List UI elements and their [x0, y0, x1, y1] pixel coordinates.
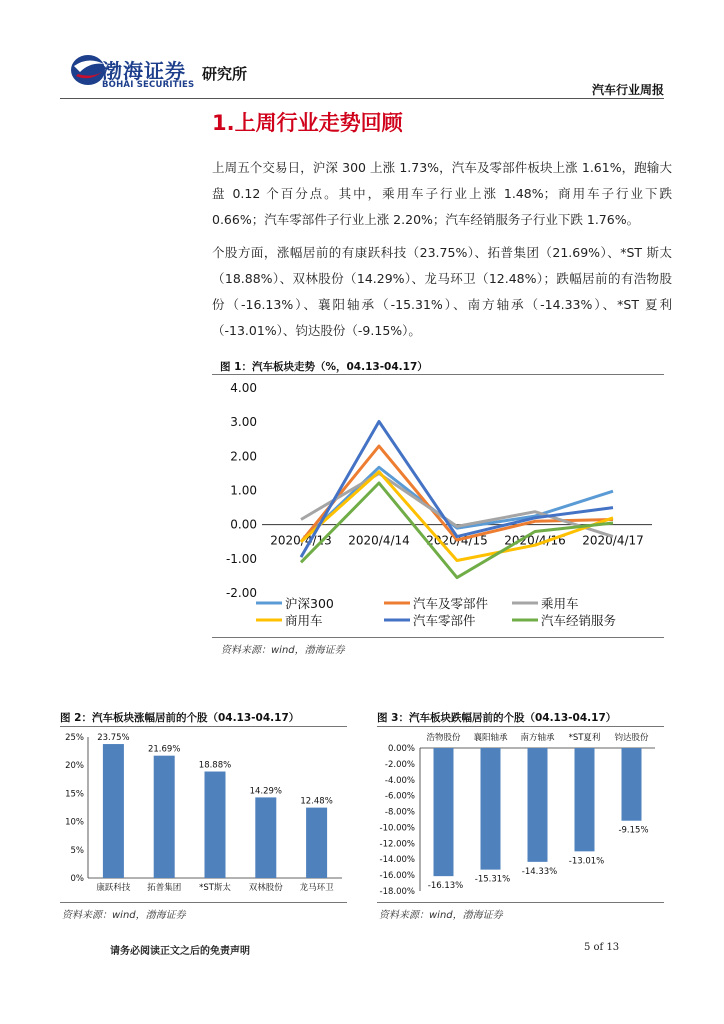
- paragraph-market-review: 上周五个交易日，沪深 300 上涨 1.73%，汽车及零部件板块上涨 1.61%，跑输大盘 0.12 个百分点。其中，乘用车子行业上涨 1.48%；商用车子行业下跌 0.66%；汽车零部件子行业上涨 2.20%；汽车经销服务子行业下跌 1.76%。: [212, 160, 672, 227]
- fig3-title: 图 3：汽车板块跌幅居前的个股（04.13-04.17）: [377, 712, 617, 724]
- page-number: 5 of 13: [584, 942, 620, 953]
- data-label: 12.48%: [300, 796, 333, 807]
- fig2-bottom-rule: [60, 902, 347, 903]
- data-label: -16.13%: [427, 881, 464, 892]
- y-tick-label: -2.00%: [384, 759, 415, 770]
- fig1-title: 图 1：汽车板块走势（%，04.13-04.17）: [220, 361, 428, 373]
- x-tick-label: 2020/4/17: [582, 533, 644, 548]
- fig2-title: 图 2：汽车板块涨幅居前的个股（04.13-04.17）: [60, 712, 300, 724]
- data-label: -9.15%: [618, 825, 649, 836]
- legend-label: 汽车零部件: [413, 613, 476, 628]
- header-divider: [60, 98, 664, 99]
- y-tick-label: -8.00%: [384, 807, 415, 818]
- bar-双林股份: [255, 797, 276, 878]
- x-tick-label: 南方轴承: [520, 733, 555, 743]
- fig1-bottom-rule: [212, 637, 664, 638]
- bar-襄阳轴承: [481, 748, 501, 870]
- y-tick-label: 10%: [65, 817, 84, 828]
- fig3-bottom-rule: [377, 902, 664, 903]
- x-tick-label: 襄阳轴承: [473, 733, 508, 743]
- x-tick-label: 龙马环卫: [299, 883, 334, 893]
- x-tick-label: 2020/4/15: [426, 533, 488, 548]
- y-tick-label: 4.00: [230, 381, 257, 395]
- fig1-line-chart: [212, 375, 664, 637]
- legend-label: 沪深300: [285, 596, 334, 611]
- x-tick-label: 拓普集团: [147, 883, 182, 893]
- fig2-source: 资料来源：wind，渤海证券: [62, 910, 186, 921]
- legend-label: 商用车: [285, 613, 323, 628]
- legend-label: 汽车经销服务: [541, 613, 617, 628]
- y-tick-label: -4.00%: [384, 775, 415, 786]
- paragraph-stock-review: 个股方面，涨幅居前的有康跃科技（23.75%）、拓普集团（21.69%）、*ST 斯太（18.88%）、双林股份（14.29%）、龙马环卫（12.48%）；跌幅居前的有浩物股份（-16.13%）、襄阳轴承（-15.31%）、南方轴承（-14.33%）、*ST 夏利（-13.01%）、钧达股份（-9.15%）。: [212, 245, 672, 338]
- y-tick-label: -6.00%: [384, 791, 415, 802]
- bar-南方轴承: [528, 748, 548, 862]
- y-tick-label: -10.00%: [379, 823, 415, 834]
- y-tick-label: 25%: [65, 733, 84, 743]
- bar-浩物股份: [434, 748, 454, 876]
- brand-name-en: BOHAI SECURITIES: [102, 80, 195, 90]
- y-tick-label: 3.00: [230, 415, 257, 430]
- y-tick-label: 0.00: [230, 517, 257, 532]
- bar-龙马环卫: [306, 808, 327, 878]
- data-label: 23.75%: [97, 733, 130, 744]
- y-tick-label: 15%: [65, 789, 84, 800]
- x-tick-label: 2020/4/14: [348, 533, 410, 548]
- fig1-source: 资料来源：wind，渤海证券: [221, 645, 345, 656]
- x-tick-label: 2020/4/16: [504, 533, 566, 548]
- x-tick-label: 康跃科技: [96, 883, 131, 893]
- data-label: -14.33%: [521, 866, 558, 877]
- y-tick-label: 5%: [70, 845, 84, 856]
- y-tick-label: -12.00%: [379, 839, 415, 850]
- brand-name-cn: 渤海证券: [102, 59, 186, 83]
- data-label: -13.01%: [568, 856, 605, 867]
- bar-*ST夏利: [575, 748, 595, 851]
- x-tick-label: 浩物股份: [426, 733, 461, 743]
- x-tick-label: 双林股份: [248, 883, 283, 893]
- y-tick-label: -2.00: [225, 586, 257, 600]
- legend-label: 乘用车: [541, 596, 579, 611]
- y-tick-label: 0.00%: [387, 744, 415, 754]
- y-tick-label: 2.00: [230, 449, 257, 464]
- y-tick-label: -18.00%: [379, 887, 415, 897]
- data-label: 14.29%: [249, 786, 283, 797]
- x-tick-label: 2020/4/13: [270, 533, 332, 548]
- y-tick-label: -1.00: [225, 551, 257, 566]
- y-tick-label: 1.00: [230, 483, 257, 498]
- report-type: 汽车行业周报: [591, 83, 664, 97]
- footer-disclaimer: 请务必阅读正文之后的免责声明: [110, 946, 250, 957]
- x-tick-label: *ST斯太: [199, 883, 231, 893]
- bar-钧达股份: [622, 748, 642, 821]
- y-tick-label: 0%: [70, 874, 84, 884]
- data-label: 21.69%: [147, 744, 181, 755]
- y-tick-label: 20%: [65, 761, 84, 772]
- bar-康跃科技: [103, 744, 124, 878]
- x-tick-label: *ST夏利: [568, 733, 601, 743]
- fig2-bar-chart: [60, 727, 347, 902]
- brand-subtitle: 研究所: [202, 65, 248, 83]
- y-tick-label: -16.00%: [379, 871, 415, 882]
- x-tick-label: 钧达股份: [614, 733, 649, 743]
- legend-label: 汽车及零部件: [413, 596, 489, 611]
- y-tick-label: -14.00%: [379, 855, 415, 866]
- fig3-bar-chart: [377, 727, 664, 902]
- fig3-source: 资料来源：wind，渤海证券: [379, 910, 503, 921]
- bar-*ST斯太: [205, 772, 226, 878]
- bar-拓普集团: [154, 756, 175, 878]
- data-label: -15.31%: [474, 874, 511, 885]
- data-label: 18.88%: [198, 760, 232, 771]
- section-title: 1.上周行业走势回顾: [212, 111, 403, 135]
